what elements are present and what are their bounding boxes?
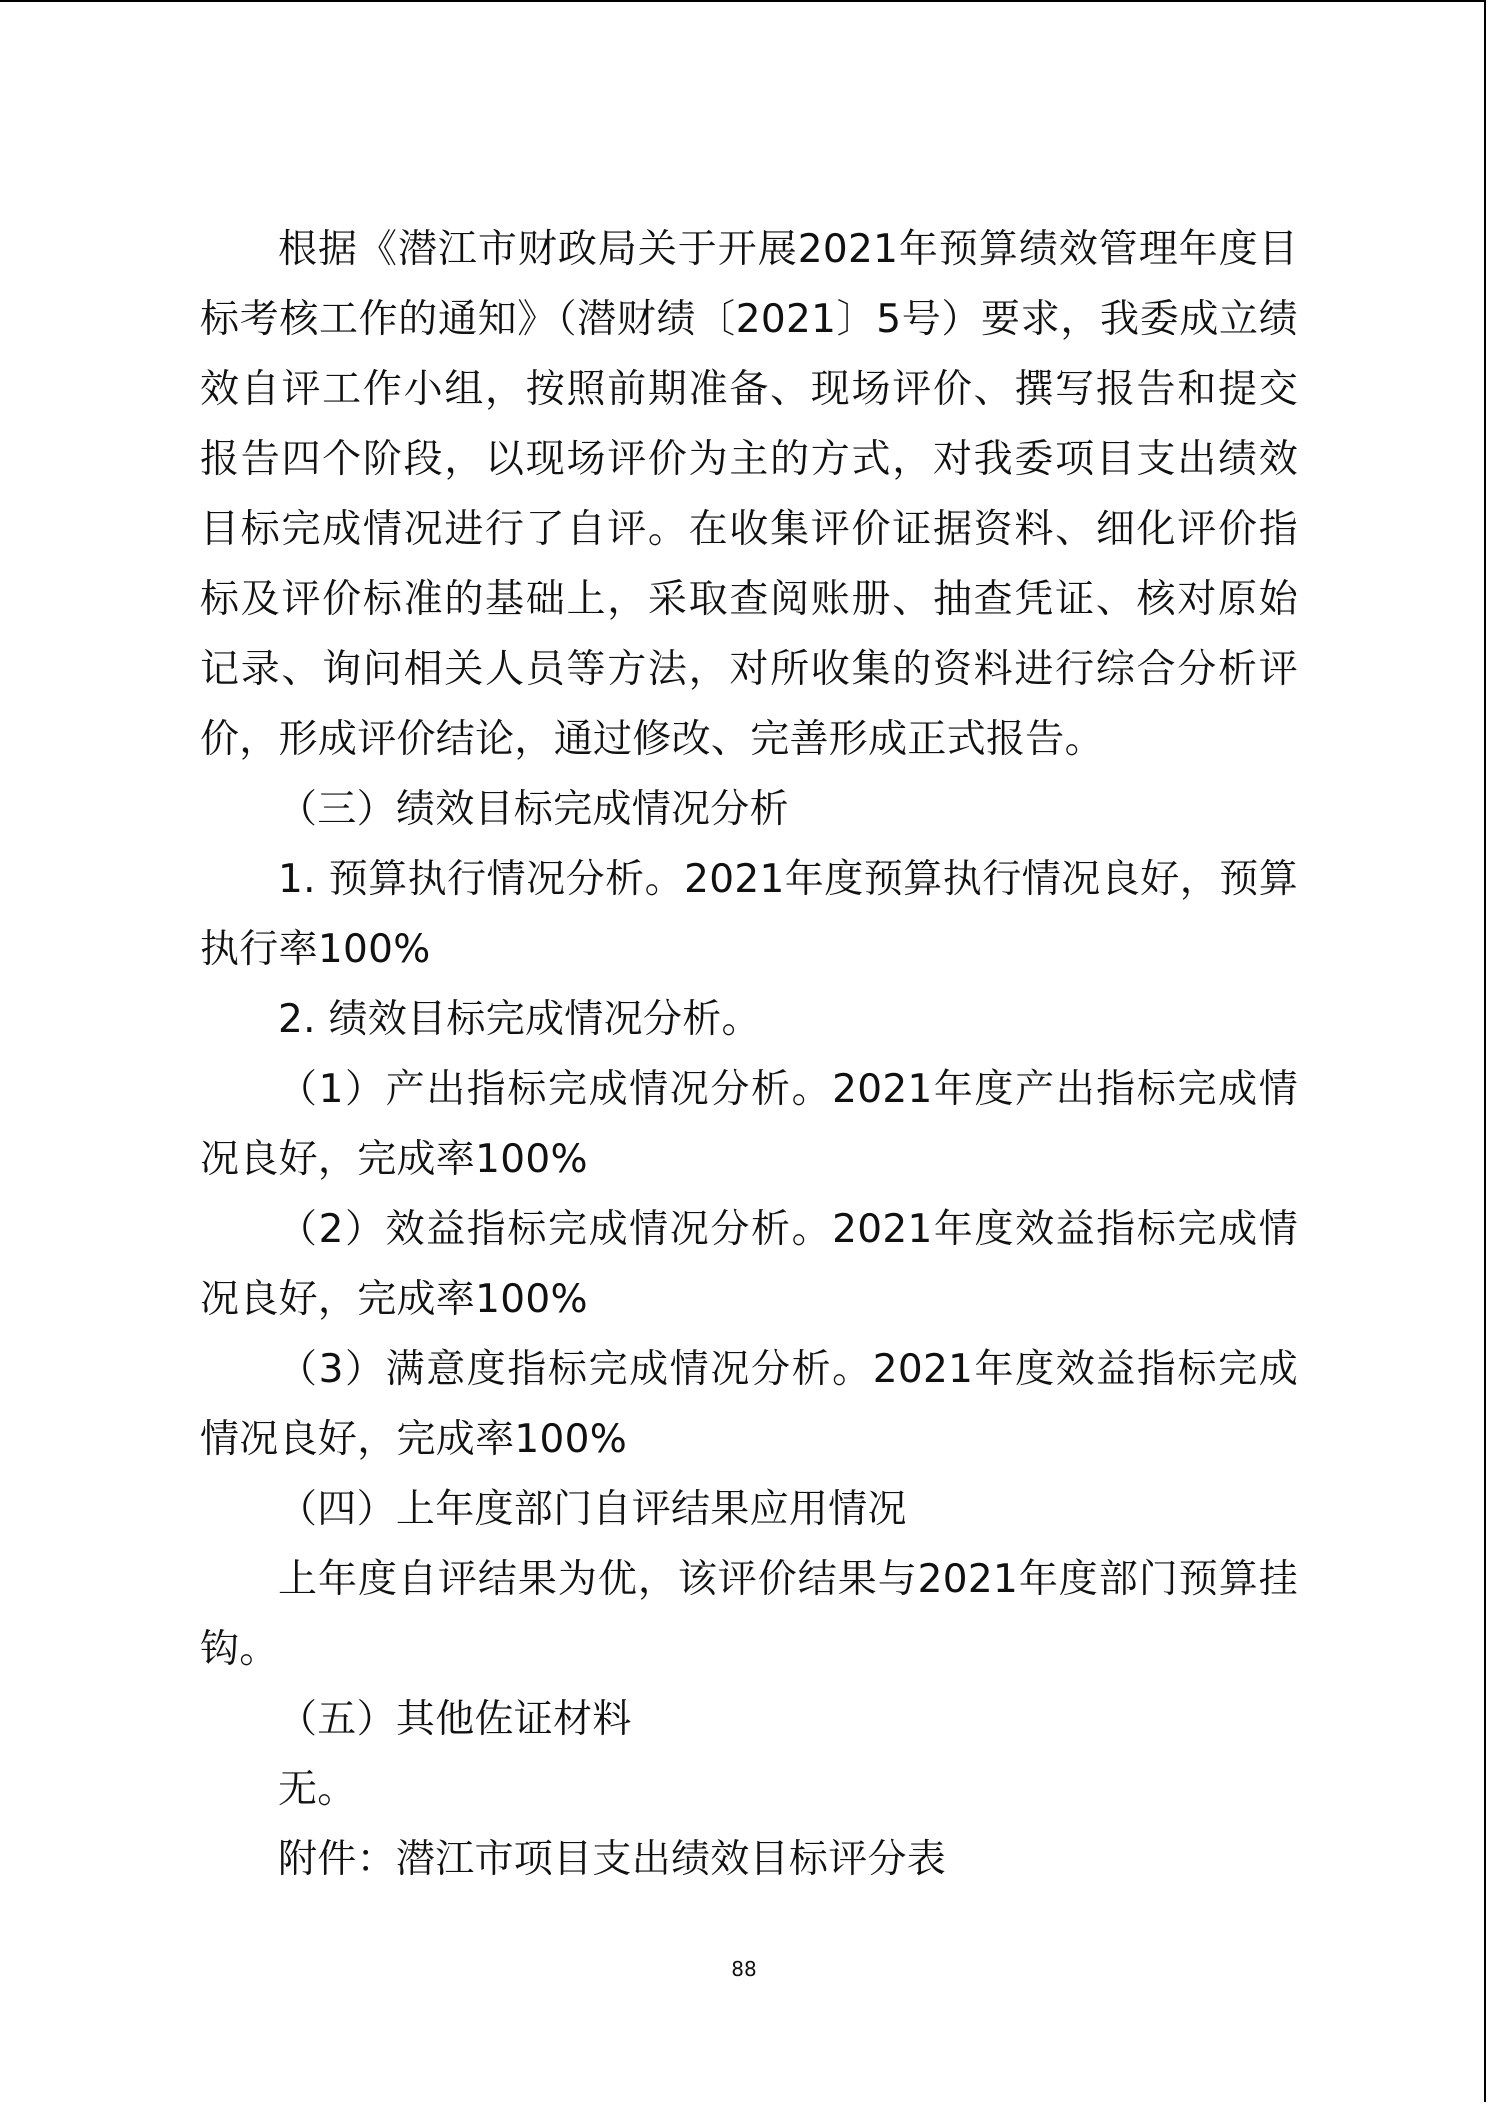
paragraph-satisfaction-indicator: （3）满意度指标完成情况分析。2021年度效益指标完成情况良好，完成率100% — [200, 1347, 1298, 1462]
page-number: 88 — [731, 1957, 757, 1981]
heading-section-3: （三）绩效目标完成情况分析 — [278, 787, 789, 832]
document-body — [200, 215, 1298, 1895]
heading-section-5: （五）其他佐证材料 — [278, 1697, 632, 1742]
paragraph-previous-results: 上年度自评结果为优，该评价结果与2021年度部门预算挂钩。 — [200, 1557, 1298, 1672]
paragraph-evaluation-process: 根据《潜江市财政局关于开展2021年预算绩效管理年度目标考核工作的通知》（潜财绩〔2021〕5号）要求，我委成立绩效自评工作小组，按照前期准备、现场评价、撰写报告和提交报告四个阶段，以现场评价为主的方式，对我委项目支出绩效目标完成情况进行了自评。在收集评价证据资料、细化评价指标及评价标准的基础上，采取查阅账册、抽查凭证、核对原始记录、询问相关人员等方法，对所收集的资料进行综合分析评价，形成评价结论，通过修改、完善形成正式报告。 — [200, 227, 1298, 762]
paragraph-output-indicator: （1）产出指标完成情况分析。2021年度产出指标完成情况良好，完成率100% — [200, 1067, 1298, 1182]
paragraph-goal-completion: 2. 绩效目标完成情况分析。 — [278, 997, 761, 1042]
paragraph-budget-execution: 1. 预算执行情况分析。2021年度预算执行情况良好，预算执行率100% — [200, 857, 1298, 972]
heading-section-4: （四）上年度部门自评结果应用情况 — [278, 1487, 907, 1532]
paragraph-none: 无。 — [278, 1767, 357, 1812]
paragraph-attachment: 附件：潜江市项目支出绩效目标评分表 — [278, 1837, 947, 1882]
paragraph-benefit-indicator: （2）效益指标完成情况分析。2021年度效益指标完成情况良好，完成率100% — [200, 1207, 1298, 1322]
